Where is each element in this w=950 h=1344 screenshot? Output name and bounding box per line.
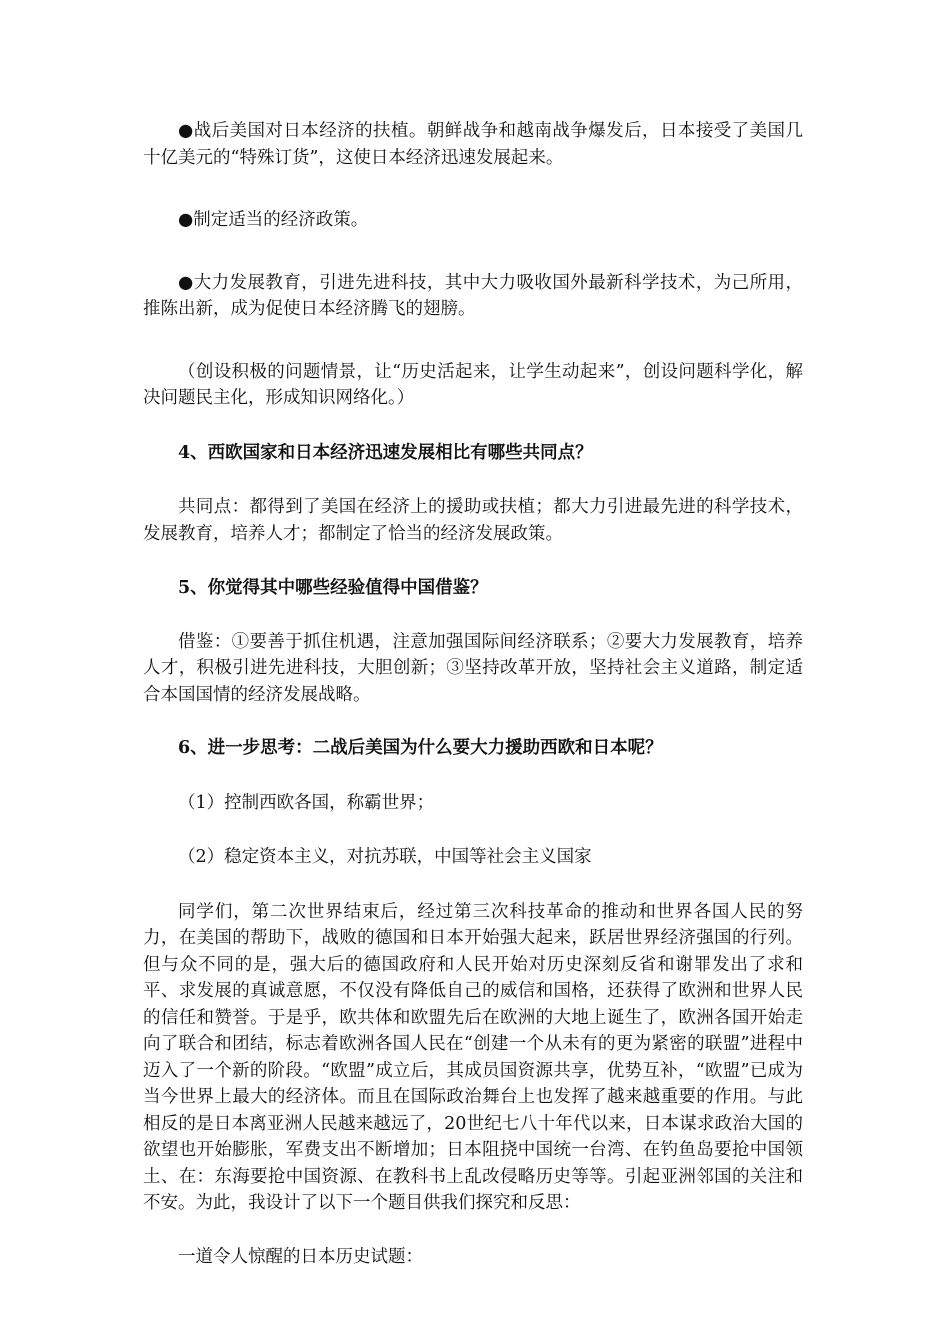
- answer-item-2: （2）稳定资本主义，对抗苏联，中国等社会主义国家: [178, 847, 592, 867]
- paragraph-teaching-note: （创设积极的问题情景，让“历史活起来，让学生动起来”，创设问题科学化，解决问题民主化，形成知识网络化。）: [143, 361, 803, 408]
- paragraph-lessons: 借鉴：①要善于抓住机遇，注意加强国际间经济联系；②要大力发展教育，培养人才，积极引进先进科技，大胆创新；③坚持改革开放，坚持社会主义道路，制定适合本国国情的经济发展战略。: [143, 631, 803, 705]
- answer-item-1: （1）控制西欧各国，称霸世界；: [178, 792, 435, 813]
- paragraph-common-points: 共同点：都得到了美国在经济上的援助或扶植；都大力引进最先进的科学技术，发展教育，培养人才；都制定了恰当的经济发展政策。: [143, 497, 803, 544]
- paragraph-education-tech: ●大力发展教育，引进先进科技，其中大力吸收国外最新科学技术，为己所用，推陈出新，成为促使日本经济腾飞的翅膀。: [143, 272, 803, 319]
- question-heading-6: 6、进一步思考：二战后美国为什么要大力援助西欧和日本呢？: [178, 738, 663, 758]
- paragraph-reflection: 同学们，第二次世界结束后，经过第三次科技革命的推动和世界各国人民的努力，在美国的帮助下，战败的德国和日本开始强大起来，跃居世界经济强国的行列。但与众不同的是，强大后的德国政府和人民开始对历史深刻反省和谢罪发出了求和平、求发展的真诚意愿，不仅没有降低自己的威信和国格，还获得了欧洲和世界人民的信任和赞誉。于是乎，欧共体和欧盟先后在欧洲的大地上诞生了，欧洲各国开始走向了联合和团结，标志着欧洲各国人民在“创建一个从未有的更为紧密的联盟”进程中迈入了一个新的阶段。“欧盟”成立后，其成员国资源共享，优势互补，“欧盟”已成为当今世界上最大的经济体。而且在国际政治舞台上也发挥了越来越重要的作用。与此相反的是日本离亚洲人民越来越远了，20世纪七八十年代以来，日本谋求政治大国的欲望也开始膨胀，军费支出不断增加；日本阻挠中国统一台湾、在钓鱼岛要抢中国领土、在：东海要抢中国资源、在教科书上乱改侵略历史等等。引起亚洲邻国的关注和不安。为此，我设计了以下一个题目供我们探究和反思：: [143, 901, 803, 1213]
- question-heading-4: 4、西欧国家和日本经济迅速发展相比有哪些共同点？: [178, 442, 593, 463]
- question-heading-5: 5、你觉得其中哪些经验值得中国借鉴？: [178, 578, 488, 598]
- paragraph-exam-intro: 一道令人惊醒的日本历史试题：: [178, 1246, 423, 1267]
- paragraph-us-support-japan: ●战后美国对日本经济的扶植。朝鲜战争和越南战争爆发后，日本接受了美国几十亿美元的“特殊订货”，这使日本经济迅速发展起来。: [143, 121, 803, 168]
- paragraph-economic-policy: ●制定适当的经济政策。: [178, 210, 369, 230]
- document-page: [143, 118, 803, 1270]
